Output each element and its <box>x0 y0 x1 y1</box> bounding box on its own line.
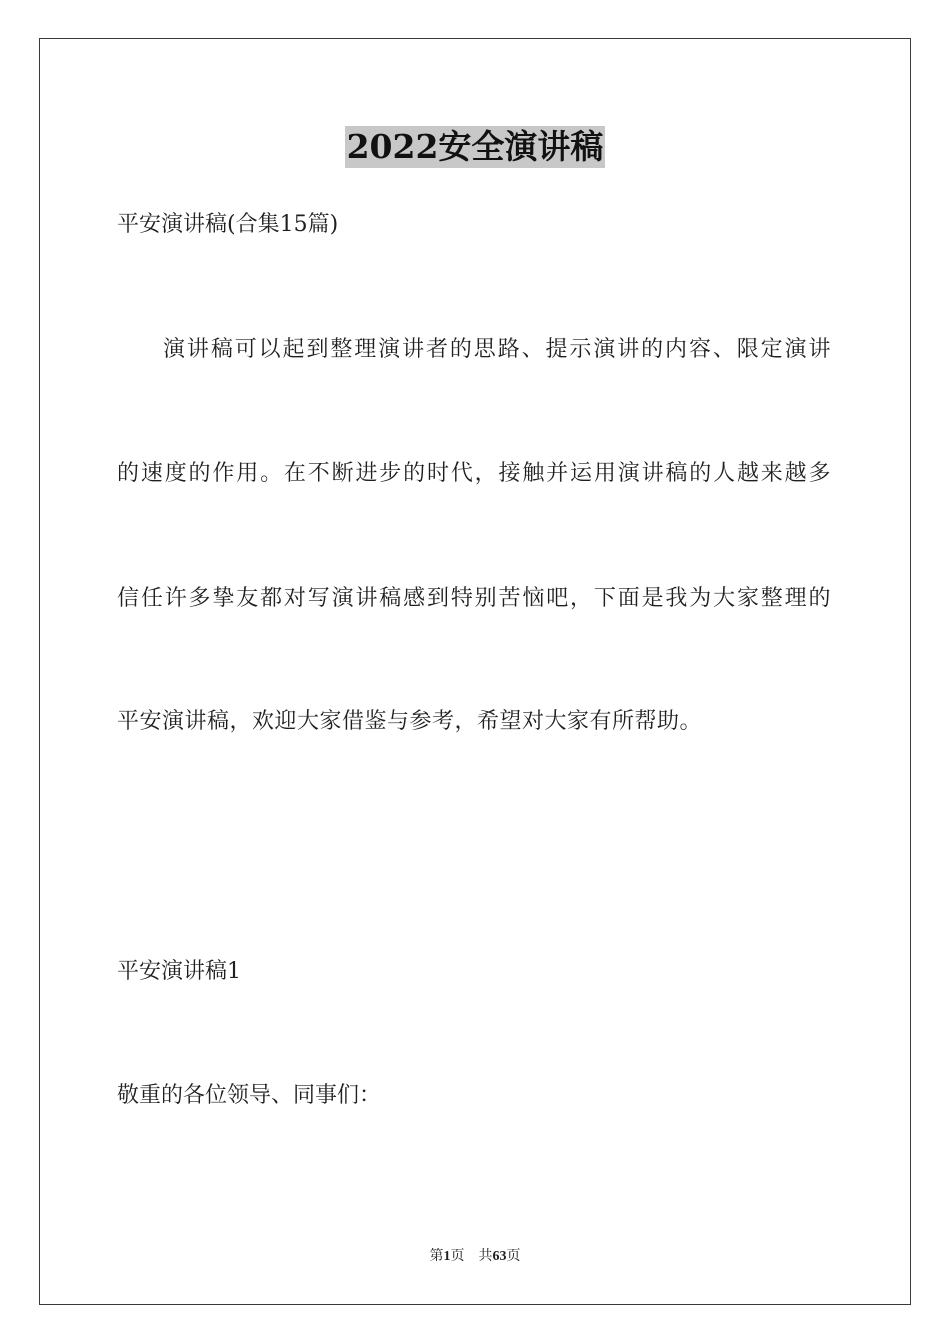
footer-page-prefix: 第 <box>429 1248 444 1264</box>
title-container <box>0 126 950 168</box>
document-subtitle: 平安演讲稿(合集15篇) <box>117 212 339 237</box>
intro-line-1: 演讲稿可以起到整理演讲者的思路、提示演讲的内容、限定演讲 <box>163 337 831 362</box>
footer-page-current: 1 <box>443 1249 451 1264</box>
section-heading: 平安演讲稿1 <box>117 959 241 984</box>
intro-line-4: 平安演讲稿，欢迎大家借鉴与参考，希望对大家有所帮助。 <box>117 709 703 734</box>
intro-line-3: 信任许多挚友都对写演讲稿感到特别苦恼吧，下面是我为大家整理的 <box>117 586 831 611</box>
salutation: 敬重的各位领导、同事们： <box>117 1083 382 1108</box>
footer-page-suffix: 页 <box>506 1248 521 1264</box>
footer-page-mid: 页 共 <box>450 1248 493 1264</box>
intro-line-2: 的速度的作用。在不断进步的时代，接触并运用演讲稿的人越来越多 <box>117 461 831 486</box>
document-title: 2022安全演讲稿 <box>346 127 604 166</box>
page-footer <box>0 1246 950 1267</box>
footer-page-total: 63 <box>492 1249 507 1264</box>
